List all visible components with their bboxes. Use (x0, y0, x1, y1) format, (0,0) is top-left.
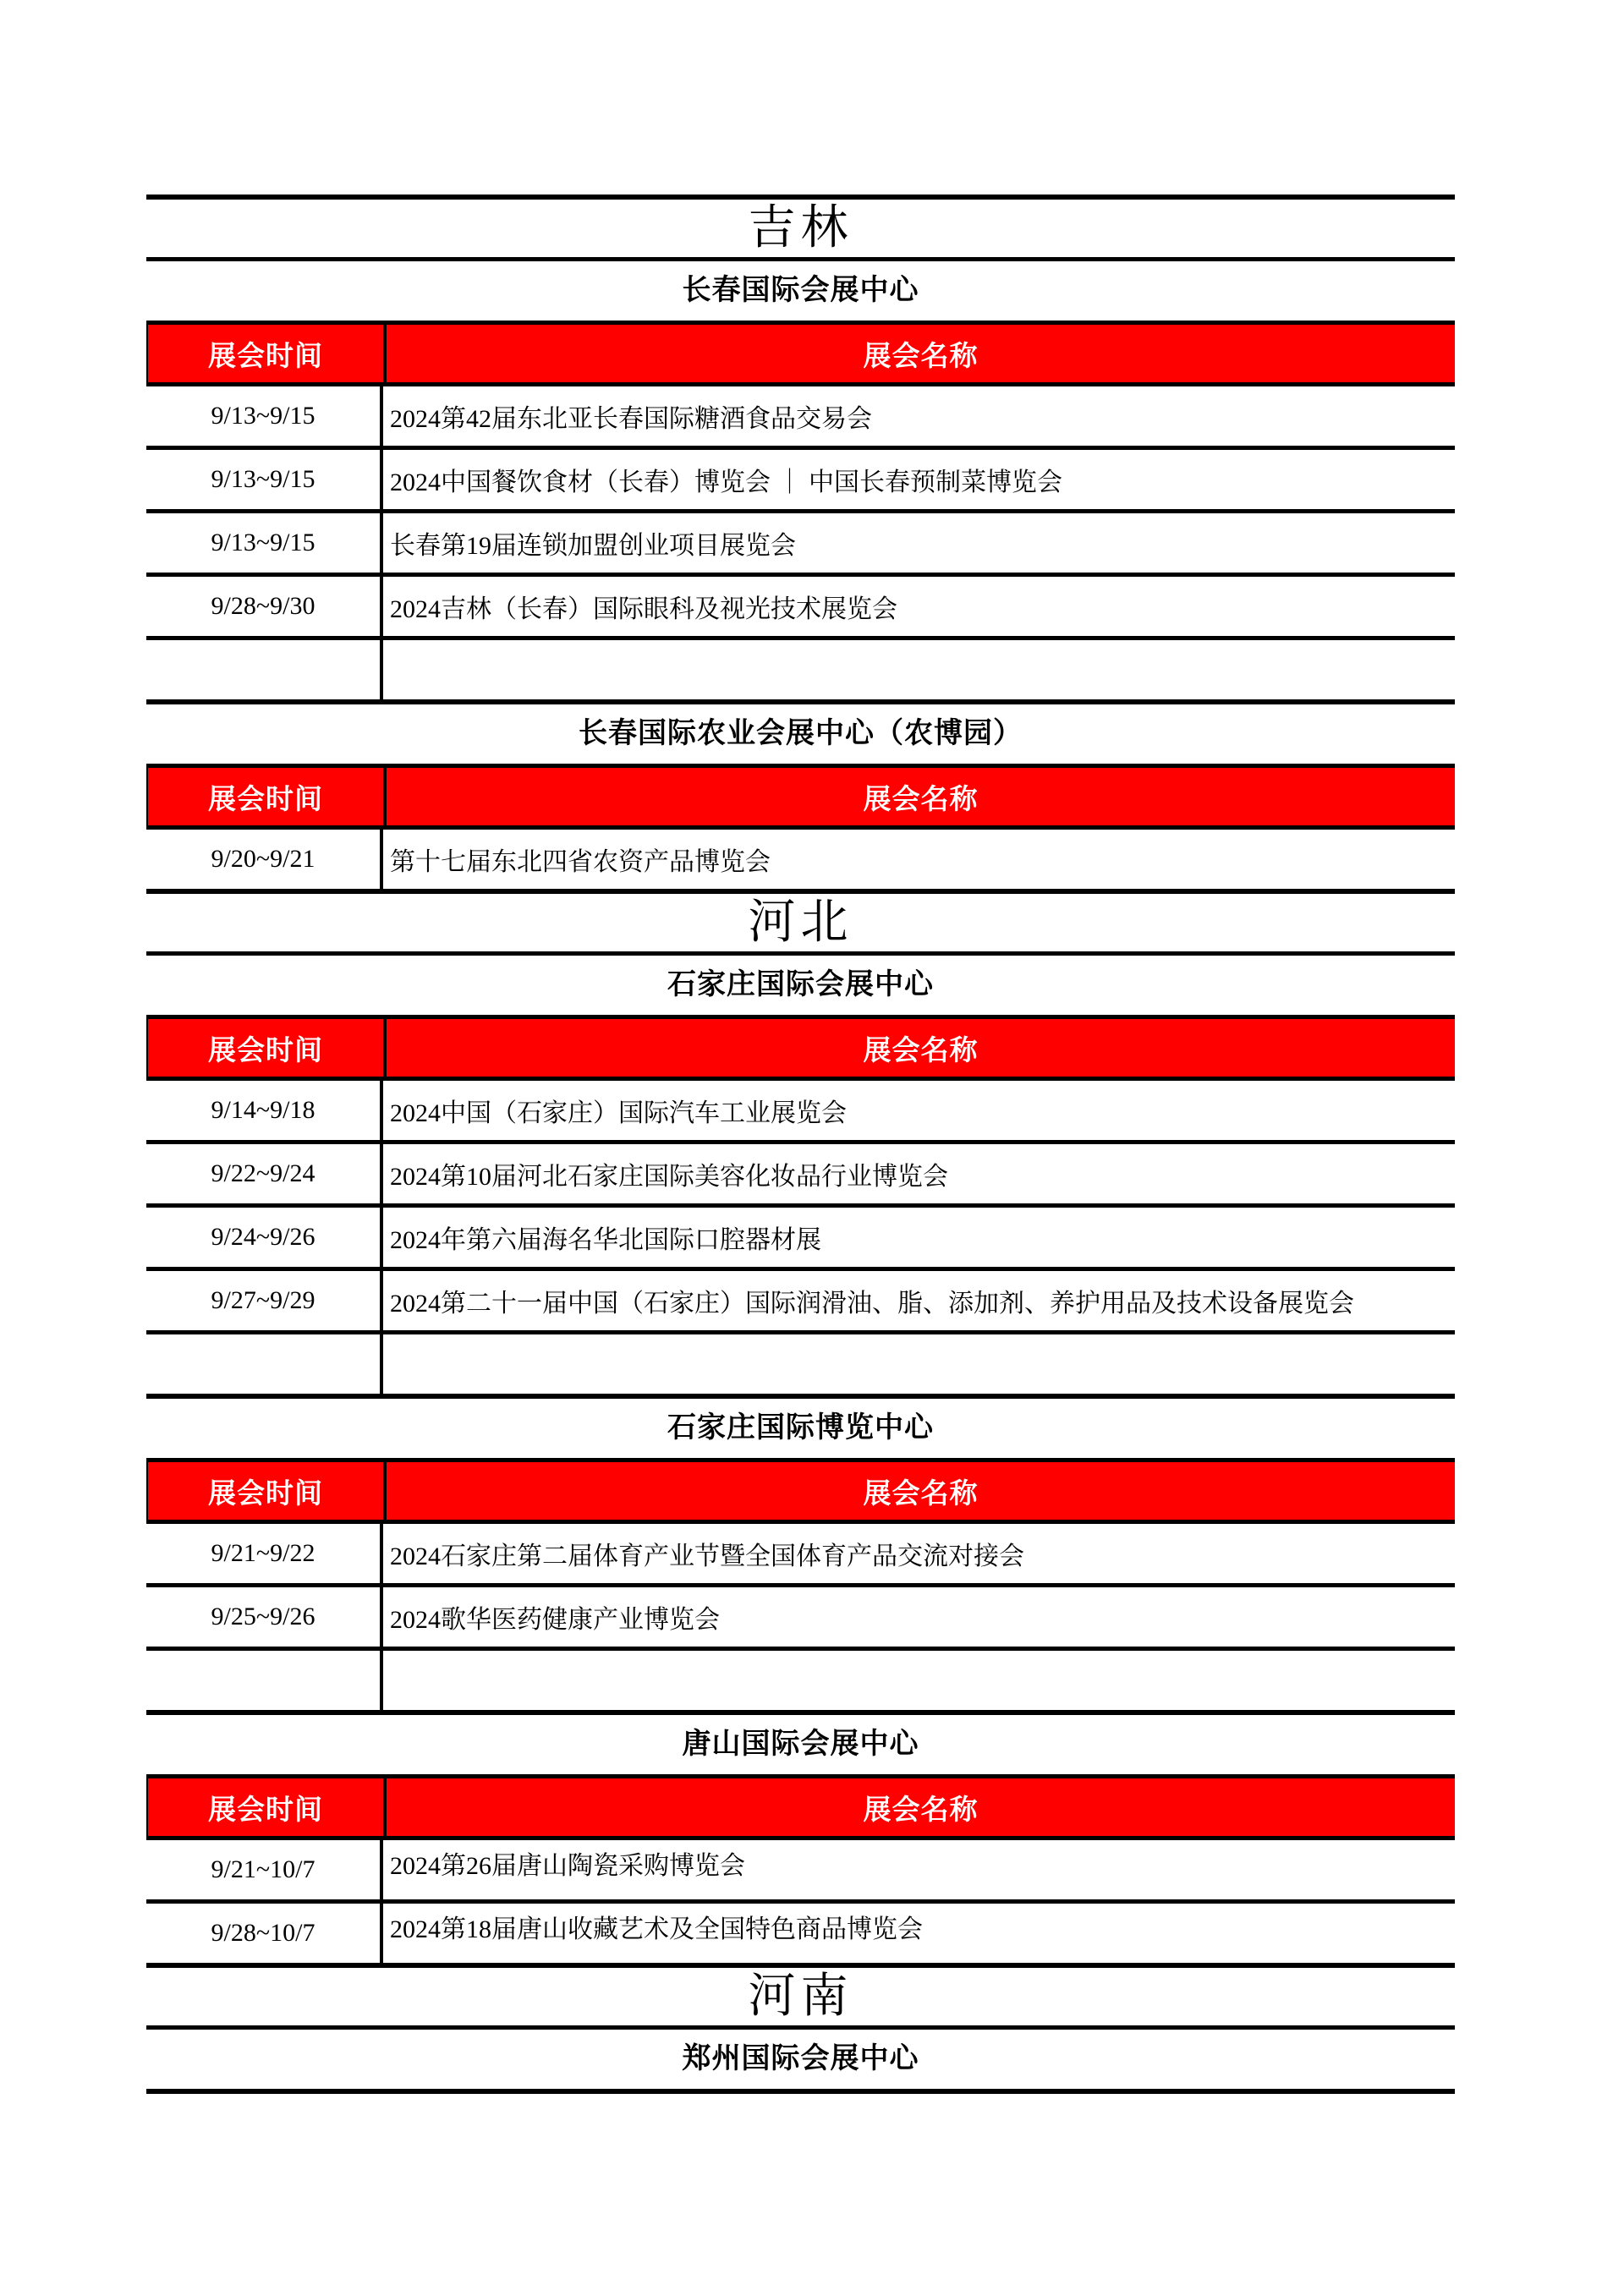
name-cell: 2024歌华医药健康产业博览会 (390, 1606, 720, 1634)
table-row (146, 1267, 1455, 1330)
name-cell: 长春第19届连锁加盟创业项目展览会 (390, 532, 796, 560)
header-cell-time: 展会时间 (148, 768, 387, 825)
name-cell: 2024吉林（长春）国际眼科及视光技术展览会 (390, 595, 897, 623)
table-header-row (146, 764, 1455, 830)
header-cell-time: 展会时间 (148, 1019, 387, 1077)
date-cell: 9/22~9/24 (146, 1144, 383, 1203)
date-cell: 9/20~9/21 (146, 830, 383, 889)
date-cell: 9/27~9/29 (146, 1271, 383, 1330)
table-header-row (146, 1774, 1455, 1840)
venue-section (146, 2030, 1455, 2094)
table-row (146, 1899, 1455, 1963)
table-row (146, 1647, 1455, 1710)
name-cell: 2024第10届河北石家庄国际美容化妆品行业博览会 (390, 1163, 948, 1191)
venue-section (146, 1399, 1455, 1715)
header-cell-time: 展会时间 (148, 1778, 387, 1836)
venue-title: 长春国际会展中心 (682, 275, 919, 306)
venue-section (146, 1715, 1455, 1968)
header-cell-name: 展会名称 (863, 1478, 979, 1510)
date-cell: 9/21~9/22 (146, 1524, 383, 1583)
name-cell: 第十七届东北四省农资产品博览会 (390, 848, 771, 876)
exhibition-table (146, 1458, 1455, 1715)
name-cell (383, 1334, 1455, 1394)
date-cell (146, 1334, 383, 1394)
table-header-row (146, 321, 1455, 386)
table-row (146, 1840, 1455, 1899)
name-cell: 2024中国（石家庄）国际汽车工业展览会 (390, 1099, 847, 1127)
date-cell (146, 640, 383, 699)
name-cell: 2024中国餐饮食材（长春）博览会 ｜ 中国长春预制菜博览会 (390, 469, 1062, 496)
venue-title: 长春国际农业会展中心（农博园） (579, 718, 1023, 749)
name-cell: 2024第18届唐山收藏艺术及全国特色商品博览会 (390, 1915, 923, 1943)
table-row (146, 509, 1455, 573)
exhibition-table (146, 1015, 1455, 1399)
province-title: 河南 (146, 1968, 1455, 2030)
header-cell-name: 展会名称 (863, 341, 979, 372)
name-cell (383, 1651, 1455, 1710)
name-cell (383, 640, 1455, 699)
province-title: 河北 (146, 894, 1455, 956)
exhibition-table (146, 764, 1455, 894)
table-row (146, 573, 1455, 636)
table-header-row (146, 1458, 1455, 1524)
name-cell: 2024第26届唐山陶瓷采购博览会 (390, 1852, 745, 1880)
date-cell: 9/24~9/26 (146, 1208, 383, 1267)
province-section (146, 1968, 1455, 2030)
exhibition-table (146, 321, 1455, 704)
venue-title: 郑州国际会展中心 (682, 2043, 919, 2074)
venue-section (146, 261, 1455, 704)
table-row (146, 1203, 1455, 1267)
header-cell-name: 展会名称 (863, 784, 979, 815)
table-row (146, 1583, 1455, 1647)
table-row (146, 446, 1455, 509)
venue-title: 石家庄国际会展中心 (667, 969, 934, 1000)
venue-title: 石家庄国际博览中心 (667, 1412, 934, 1444)
header-cell-name: 展会名称 (863, 1795, 979, 1826)
table-row (146, 830, 1455, 889)
content (146, 195, 1455, 2094)
name-cell: 2024石家庄第二届体育产业节暨全国体育产品交流对接会 (390, 1543, 1024, 1570)
name-cell: 2024第42届东北亚长春国际糖酒食品交易会 (390, 405, 872, 433)
province-title: 吉林 (146, 200, 1455, 261)
date-cell: 9/21~10/7 (146, 1840, 383, 1899)
date-cell: 9/28~10/7 (146, 1904, 383, 1963)
exhibition-table (146, 2089, 1455, 2094)
table-row (146, 1081, 1455, 1140)
date-cell: 9/14~9/18 (146, 1081, 383, 1140)
date-cell: 9/13~9/15 (146, 386, 383, 446)
date-cell: 9/25~9/26 (146, 1587, 383, 1647)
province-section (146, 894, 1455, 956)
date-cell: 9/13~9/15 (146, 450, 383, 509)
header-cell-name: 展会名称 (863, 1035, 979, 1066)
table-row (146, 386, 1455, 446)
name-cell: 2024年第六届海名华北国际口腔器材展 (390, 1226, 821, 1254)
table-row (146, 1524, 1455, 1583)
name-cell: 2024第二十一届中国（石家庄）国际润滑油、脂、添加剂、养护用品及技术设备展览会 (390, 1290, 1354, 1318)
header-cell-time: 展会时间 (148, 325, 387, 382)
exhibition-table (146, 1774, 1455, 1968)
date-cell: 9/28~9/30 (146, 577, 383, 636)
table-row (146, 636, 1455, 699)
header-cell-time: 展会时间 (148, 1462, 387, 1520)
venue-section (146, 704, 1455, 894)
table-header-row (146, 1015, 1455, 1081)
date-cell: 9/13~9/15 (146, 513, 383, 573)
venue-title: 唐山国际会展中心 (682, 1729, 919, 1760)
venue-section (146, 956, 1455, 1399)
table-row (146, 1330, 1455, 1394)
table-row (146, 1140, 1455, 1203)
province-section (146, 195, 1455, 261)
date-cell (146, 1651, 383, 1710)
